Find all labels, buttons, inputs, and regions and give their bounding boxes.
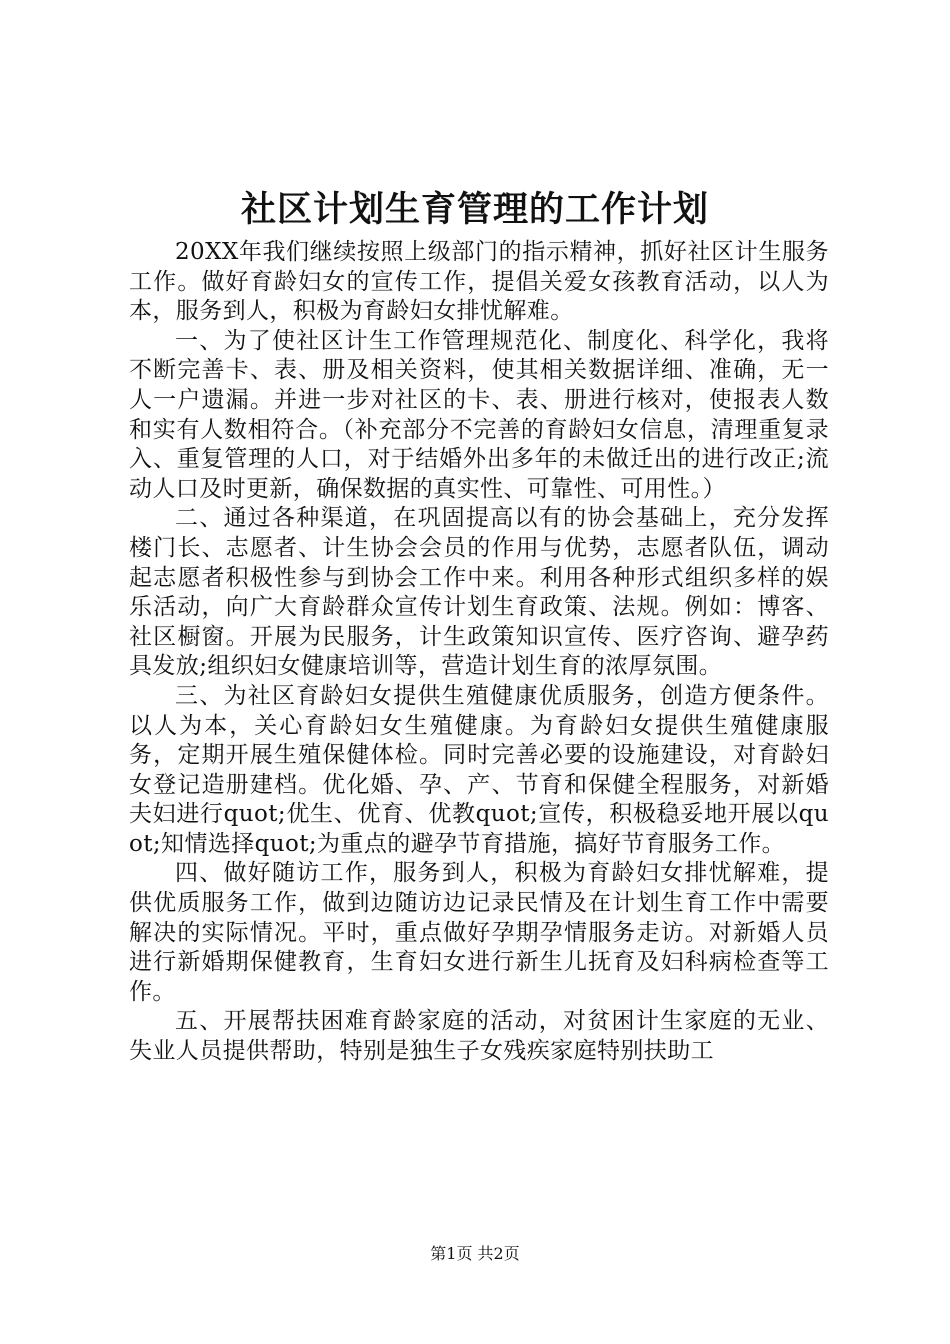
document-body <box>129 238 829 1067</box>
paragraph-section-2: 二、通过各种渠道，在巩固提高以有的协会基础上，充分发挥楼门长、志愿者、计生协会会员的作用与优势，志愿者队伍，调动起志愿者积极性参与到协会工作中来。利用各种形式组织多样的娱乐活动，向广大育龄群众宣传计划生育政策、法规。例如：博客、社区橱窗。开展为民服务，计生政策知识宣传、医疗咨询、避孕药具发放;组织妇女健康培训等，营造计划生育的浓厚氛围。 <box>129 505 829 680</box>
page-number-footer: 第1页 共2页 <box>430 1244 520 1263</box>
paragraph-section-5: 五、开展帮扶困难育龄家庭的活动，对贫困计生家庭的无业、失业人员提供帮助，特别是独生子女残疾家庭特别扶助工 <box>129 1008 829 1065</box>
paragraph-intro: 20XX年我们继续按照上级部门的指示精神，抓好社区计生服务工作。做好育龄妇女的宣传工作，提倡关爱女孩教育活动，以人为本，服务到人，积极为育龄妇女排忧解难。 <box>129 239 829 325</box>
paragraph-section-3: 三、为社区育龄妇女提供生殖健康优质服务，创造方便条件。以人为本，关心育龄妇女生殖健康。为育龄妇女提供生殖健康服务，定期开展生殖保健体检。同时完善必要的设施建设，对育龄妇女登记造册建档。优化婚、孕、产、节育和保健全程服务，对新婚夫妇进行quot;优生、优育、优教quot;宣传，积极稳妥地开展以quot;知情选择quot;为重点的避孕节育措施，搞好节育服务工作。 <box>129 682 829 857</box>
document-title: 社区计划生育管理的工作计划 <box>240 189 709 230</box>
paragraph-section-4: 四、做好随访工作，服务到人，积极为育龄妇女排忧解难，提供优质服务工作，做到边随访边记录民情及在计划生育工作中需要解决的实际情况。平时，重点做好孕期孕情服务走访。对新婚人员进行新婚期保健教育，生育妇女进行新生儿抚育及妇科病检查等工作。 <box>129 860 829 1005</box>
paragraph-section-1: 一、为了使社区计生工作管理规范化、制度化、科学化，我将不断完善卡、表、册及相关资料，使其相关数据详细、准确，无一人一户遗漏。并进一步对社区的卡、表、册进行核对，使报表人数和实有人数相符合。（补充部分不完善的育龄妇女信息，清理重复录入、重复管理的人口，对于结婚外出多年的未做迁出的进行改正;流动人口及时更新，确保数据的真实性、可靠性、可用性。） <box>129 327 829 502</box>
